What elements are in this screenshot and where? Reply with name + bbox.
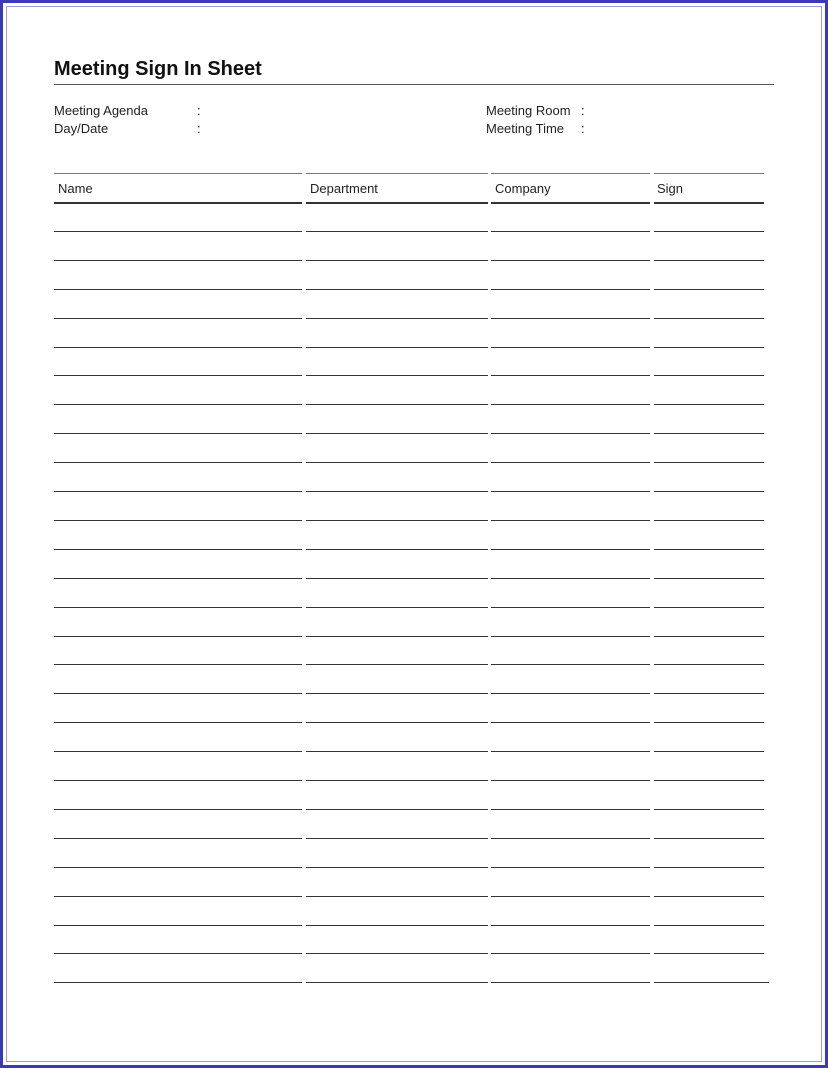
row-line-sign (654, 636, 764, 637)
row-line-name (54, 896, 302, 897)
day-date-label: Day/Date (54, 121, 109, 136)
sheet-title: Meeting Sign In Sheet (54, 58, 262, 80)
row-line-sign (654, 549, 764, 550)
row-line-sign (654, 404, 764, 405)
row-line-department (306, 404, 488, 405)
meeting-agenda-label: Meeting Agenda (54, 103, 148, 118)
row-line-sign (654, 722, 764, 723)
row-line-sign (654, 520, 764, 521)
row-line-company (491, 462, 650, 463)
row-line-company (491, 751, 650, 752)
row-line-name (54, 664, 302, 665)
row-line-name (54, 260, 302, 261)
row-line-name (54, 462, 302, 463)
row-line-name (54, 375, 302, 376)
column-header-company: Company (495, 181, 551, 196)
row-line-company (491, 867, 650, 868)
row-line-sign (654, 664, 764, 665)
row-line-department (306, 433, 488, 434)
row-line-department (306, 462, 488, 463)
row-line-company (491, 375, 650, 376)
row-line-name (54, 809, 302, 810)
row-line-department (306, 318, 488, 319)
row-line-name (54, 867, 302, 868)
row-line-department (306, 578, 488, 579)
row-line-sign (654, 953, 764, 954)
header-bottom-line-name (54, 202, 302, 204)
row-line-company (491, 520, 650, 521)
row-line-sign (654, 982, 769, 983)
row-line-name (54, 289, 302, 290)
row-line-company (491, 318, 650, 319)
row-line-sign (654, 925, 764, 926)
row-line-company (491, 780, 650, 781)
meeting-time-label: Meeting Time (486, 121, 565, 136)
row-line-company (491, 549, 650, 550)
row-line-company (491, 260, 650, 261)
row-line-sign (654, 607, 764, 608)
row-line-sign (654, 780, 764, 781)
row-line-company (491, 693, 650, 694)
row-line-name (54, 318, 302, 319)
row-line-company (491, 491, 650, 492)
meeting-agenda-colon: : (197, 103, 201, 118)
row-line-sign (654, 289, 764, 290)
row-line-department (306, 289, 488, 290)
column-header-sign: Sign (657, 181, 684, 196)
row-line-company (491, 925, 650, 926)
row-line-department (306, 607, 488, 608)
row-line-department (306, 925, 488, 926)
row-line-department (306, 491, 488, 492)
row-line-name (54, 231, 302, 232)
row-line-sign (654, 867, 764, 868)
column-header-name: Name (58, 181, 93, 196)
row-line-name (54, 982, 302, 983)
row-line-name (54, 838, 302, 839)
row-line-name (54, 953, 302, 954)
header-top-line-department (306, 173, 488, 174)
header-top-line-sign (654, 173, 764, 174)
row-line-name (54, 780, 302, 781)
row-line-company (491, 636, 650, 637)
row-line-company (491, 838, 650, 839)
row-line-name (54, 404, 302, 405)
row-line-department (306, 751, 488, 752)
row-line-name (54, 491, 302, 492)
row-line-department (306, 809, 488, 810)
row-line-sign (654, 751, 764, 752)
row-line-sign (654, 231, 764, 232)
row-line-department (306, 260, 488, 261)
row-line-company (491, 809, 650, 810)
row-line-company (491, 404, 650, 405)
column-header-department: Department (310, 181, 378, 196)
row-line-department (306, 953, 488, 954)
row-line-sign (654, 809, 764, 810)
row-line-department (306, 693, 488, 694)
header-bottom-line-department (306, 202, 488, 204)
row-line-department (306, 347, 488, 348)
row-line-department (306, 780, 488, 781)
row-line-department (306, 549, 488, 550)
title-divider (54, 84, 774, 85)
row-line-name (54, 607, 302, 608)
row-line-name (54, 578, 302, 579)
row-line-company (491, 607, 650, 608)
row-line-name (54, 520, 302, 521)
row-line-name (54, 433, 302, 434)
header-bottom-line-sign (654, 202, 764, 204)
row-line-name (54, 347, 302, 348)
row-line-sign (654, 433, 764, 434)
row-line-department (306, 636, 488, 637)
row-line-company (491, 231, 650, 232)
meeting-room-colon: : (581, 103, 585, 118)
row-line-sign (654, 838, 764, 839)
row-line-company (491, 953, 650, 954)
row-line-company (491, 896, 650, 897)
row-line-sign (654, 347, 764, 348)
row-line-company (491, 347, 650, 348)
row-line-name (54, 636, 302, 637)
row-line-department (306, 375, 488, 376)
meeting-room-label: Meeting Room (486, 103, 571, 118)
header-top-line-company (491, 173, 650, 174)
row-line-sign (654, 578, 764, 579)
row-line-sign (654, 318, 764, 319)
header-bottom-line-company (491, 202, 650, 204)
row-line-company (491, 982, 650, 983)
row-line-department (306, 867, 488, 868)
row-line-department (306, 664, 488, 665)
day-date-colon: : (197, 121, 201, 136)
row-line-department (306, 838, 488, 839)
row-line-sign (654, 260, 764, 261)
row-line-department (306, 982, 488, 983)
row-line-sign (654, 462, 764, 463)
row-line-name (54, 549, 302, 550)
row-line-department (306, 520, 488, 521)
row-line-department (306, 722, 488, 723)
header-top-line-name (54, 173, 302, 174)
row-line-sign (654, 375, 764, 376)
page-inner-border (6, 6, 822, 1062)
row-line-company (491, 722, 650, 723)
row-line-name (54, 722, 302, 723)
row-line-company (491, 433, 650, 434)
row-line-sign (654, 896, 764, 897)
row-line-department (306, 231, 488, 232)
row-line-company (491, 289, 650, 290)
row-line-sign (654, 693, 764, 694)
row-line-company (491, 578, 650, 579)
row-line-company (491, 664, 650, 665)
row-line-department (306, 896, 488, 897)
row-line-sign (654, 491, 764, 492)
row-line-name (54, 693, 302, 694)
meeting-time-colon: : (581, 121, 585, 136)
row-line-name (54, 925, 302, 926)
row-line-name (54, 751, 302, 752)
